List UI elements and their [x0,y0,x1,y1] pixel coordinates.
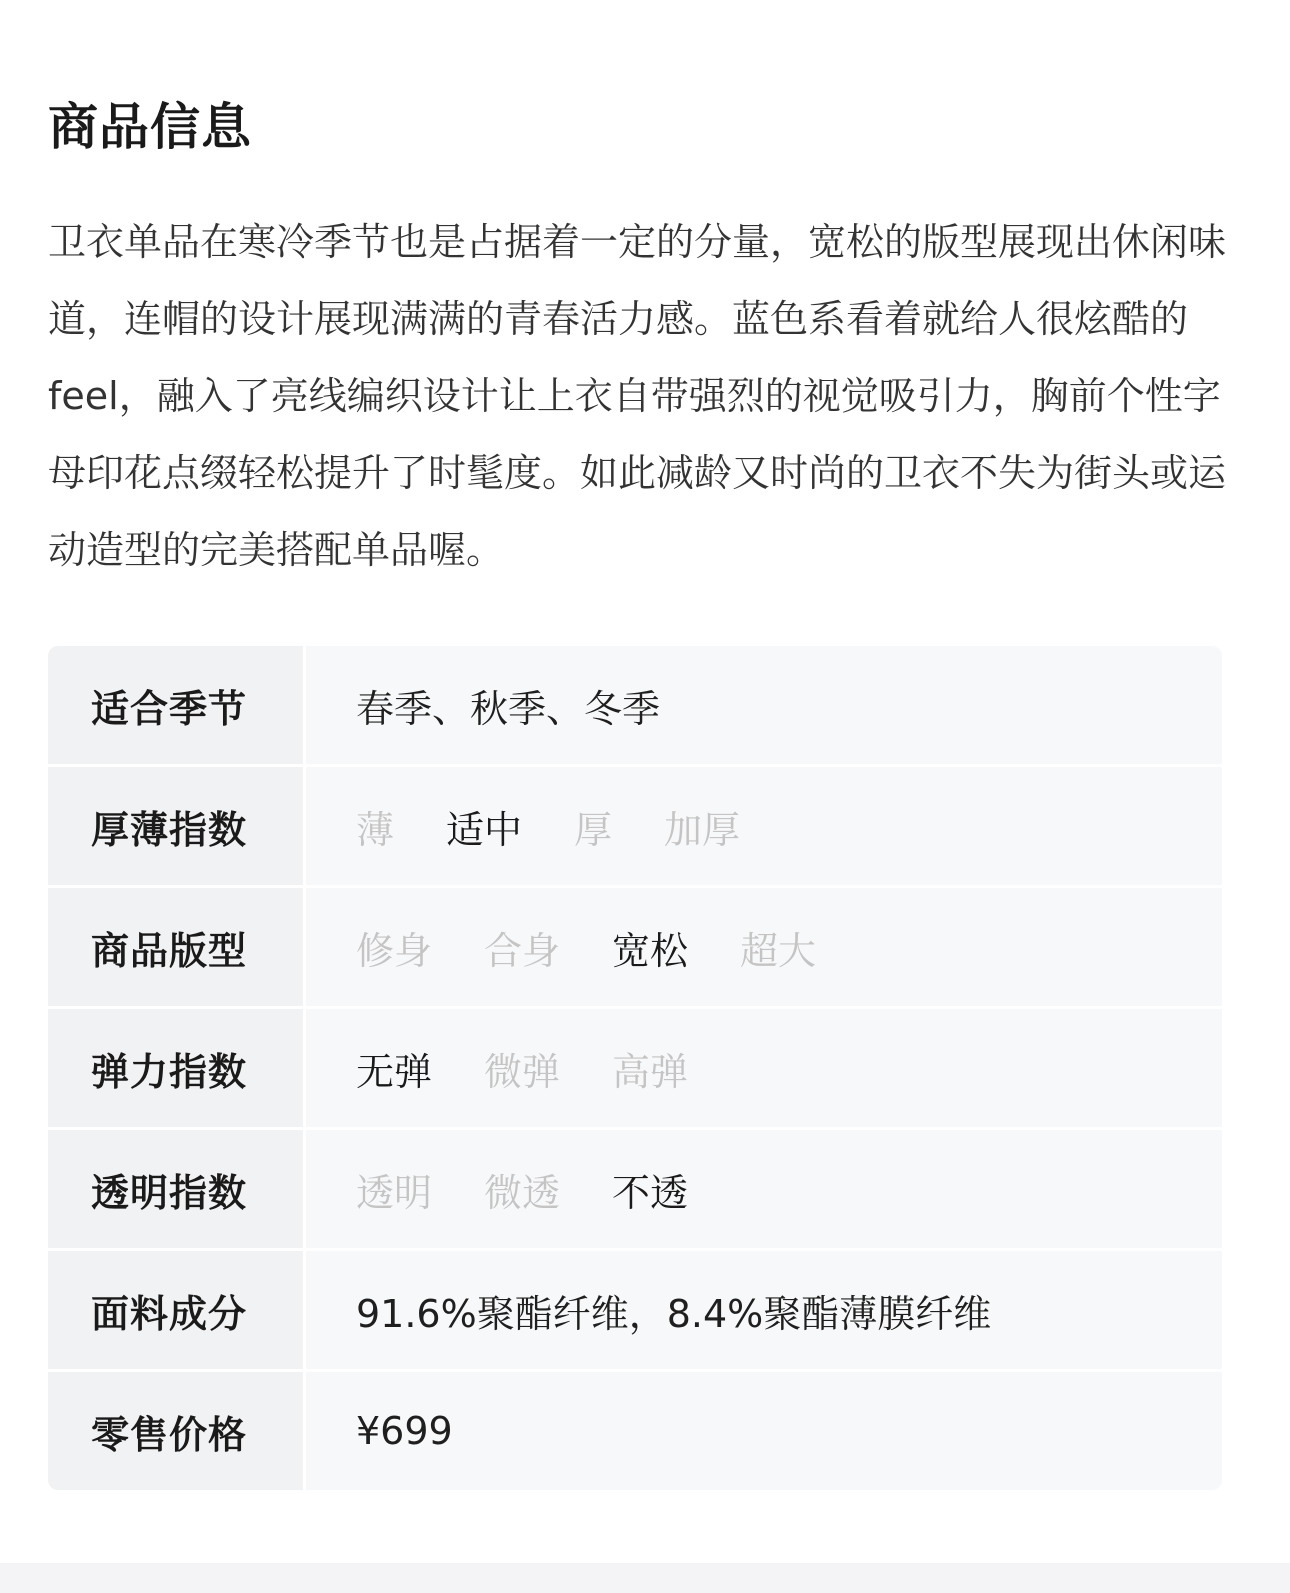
spec-options [306,1009,1222,1127]
spec-row-price [48,1372,1222,1490]
spec-label: 适合季节 [48,646,303,764]
spec-option: 超大 [740,928,817,973]
spec-row-elasticity [48,1009,1222,1127]
spec-options [306,1130,1222,1248]
spec-label: 零售价格 [48,1372,303,1490]
spec-option-selected: 无弹 [356,1049,433,1094]
spec-value: 91.6%聚酯纤维，8.4%聚酯薄膜纤维 [306,1251,1222,1369]
spec-option: 修身 [356,928,433,973]
spec-option: 微弹 [484,1049,561,1094]
spec-option-selected: 适中 [446,807,523,852]
spec-row-transparency [48,1130,1222,1248]
spec-option: 微透 [484,1170,561,1215]
spec-option: 合身 [484,928,561,973]
spec-label: 弹力指数 [48,1009,303,1127]
spec-option: 加厚 [664,807,741,852]
spec-label: 商品版型 [48,888,303,1006]
spec-table [48,646,1222,1490]
bottom-divider [0,1563,1290,1593]
spec-label: 透明指数 [48,1130,303,1248]
spec-option-selected: 不透 [612,1170,689,1215]
spec-option: 厚 [574,807,613,852]
spec-row-season [48,646,1222,764]
spec-row-fit [48,888,1222,1006]
spec-label: 面料成分 [48,1251,303,1369]
price-value: ¥699 [306,1372,1222,1490]
spec-option-selected: 宽松 [612,928,689,973]
spec-options [306,767,1222,885]
spec-value: 春季、秋季、冬季 [306,646,1222,764]
spec-options [306,888,1222,1006]
section-title: 商品信息 [48,98,252,156]
spec-option: 高弹 [612,1049,689,1094]
spec-row-thickness [48,767,1222,885]
spec-label: 厚薄指数 [48,767,303,885]
spec-option: 薄 [356,807,395,852]
spec-row-fabric [48,1251,1222,1369]
product-description: 卫衣单品在寒冷季节也是占据着一定的分量，宽松的版型展现出休闲味道，连帽的设计展现满满的青春活力感。蓝色系看着就给人很炫酷的feel，融入了亮线编织设计让上衣自带强烈的视觉吸引力，胸前个性字母印花点缀轻松提升了时髦度。如此减龄又时尚的卫衣不失为街头或运动造型的完美搭配单品喔。 [48,220,1227,572]
spec-option: 透明 [356,1170,433,1215]
